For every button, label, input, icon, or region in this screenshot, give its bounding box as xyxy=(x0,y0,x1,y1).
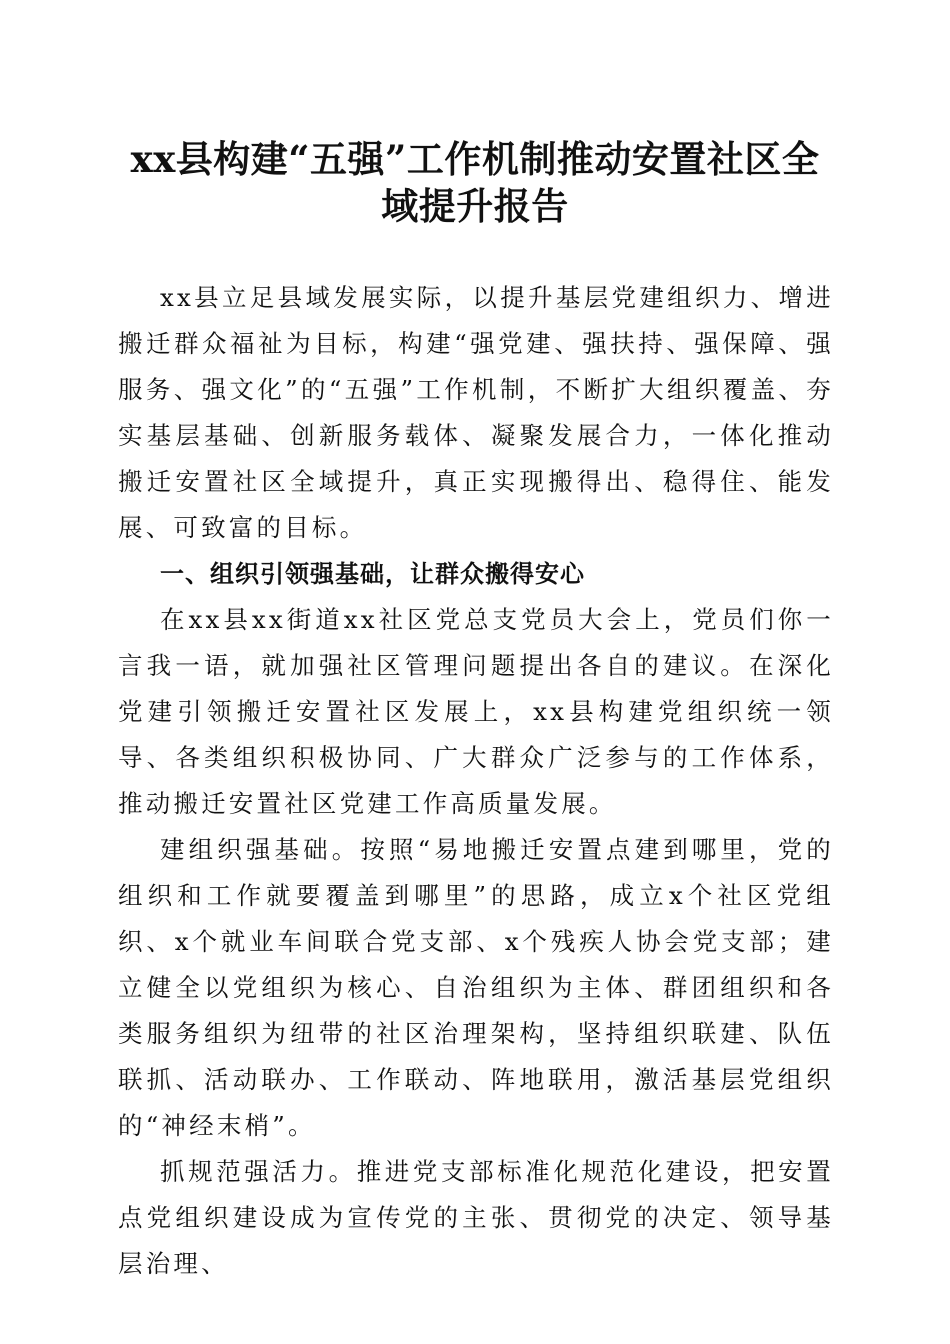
section-heading-1: 一、组织引领强基础，让群众搬得安心 xyxy=(160,560,585,588)
document-body xyxy=(118,275,834,1287)
document-title xyxy=(100,136,850,230)
title-line-1: xx县构建“五强”工作机制推动安置社区全 xyxy=(130,137,820,181)
paragraph-standardize: 抓规范强活力。推进党支部标准化规范化建设，把安置点党组织建设成为宣传党的主张、贯彻党的决定、领导基层治理、 xyxy=(118,1157,834,1278)
paragraph-build-organization: 建组织强基础。按照“易地搬迁安置点建到哪里，党的组织和工作就要覆盖到哪里”的思路，成立x个社区党组织、x个就业车间联合党支部、x个残疾人协会党支部；建立健全以党组织为核心、自治组织为主体、群团组织和各类服务组织为纽带的社区治理架构，坚持组织联建、队伍联抓、活动联办、工作联动、阵地联用，激活基层党组织的“神经末梢”。 xyxy=(118,835,834,1140)
paragraph-meeting: 在xx县xx街道xx社区党总支党员大会上，党员们你一言我一语，就加强社区管理问题提出各自的建议。在深化党建引领搬迁安置社区发展上，xx县构建党组织统一领导、各类组织积极协同、广大群众广泛参与的工作体系，推动搬迁安置社区党建工作高质量发展。 xyxy=(118,605,834,818)
paragraph-intro: xx县立足县域发展实际，以提升基层党建组织力、增进搬迁群众福祉为目标，构建“强党建、强扶持、强保障、强服务、强文化”的“五强”工作机制，不断扩大组织覆盖、夯实基层基础、创新服务载体、凝聚发展合力，一体化推动搬迁安置社区全域提升，真正实现搬得出、稳得住、能发展、可致富的目标。 xyxy=(118,283,834,542)
title-line-2: 域提升报告 xyxy=(381,184,569,228)
